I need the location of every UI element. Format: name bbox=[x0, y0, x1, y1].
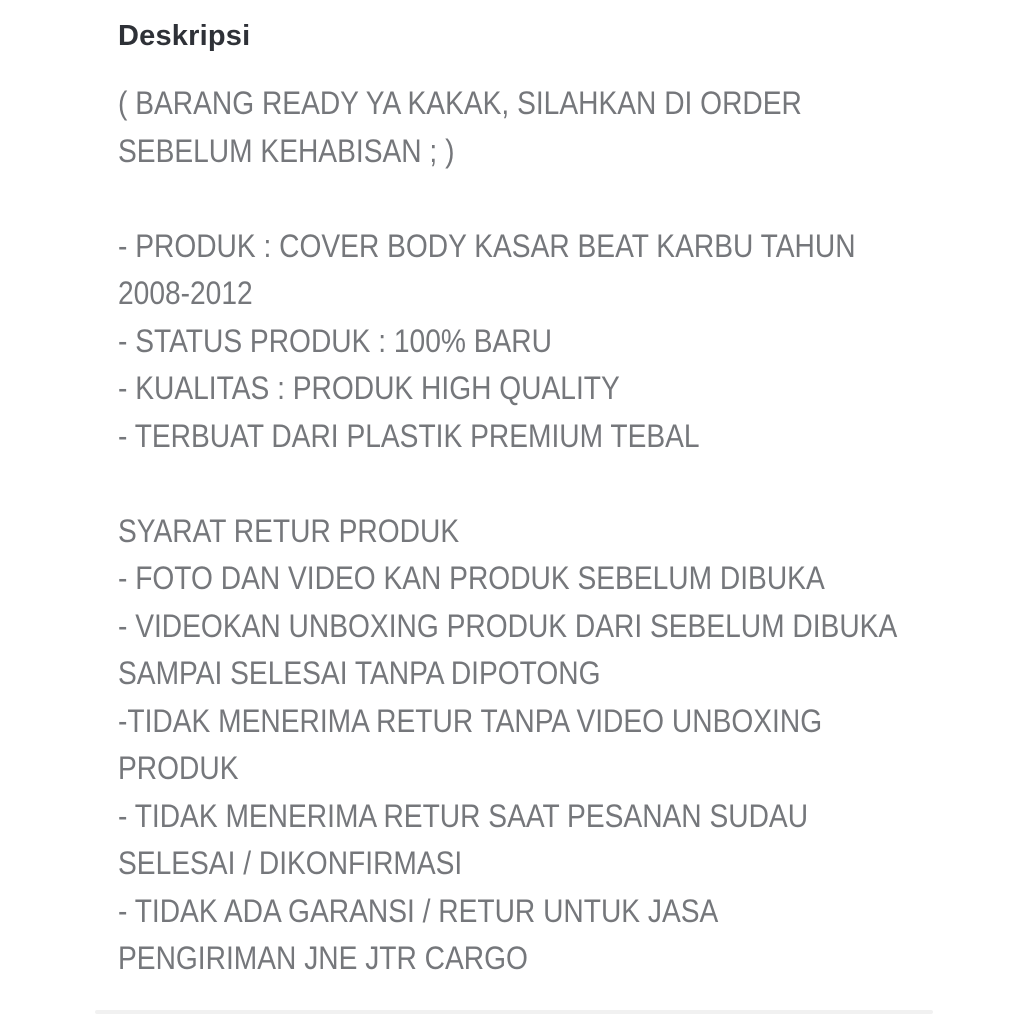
description-line: - VIDEOKAN UNBOXING PRODUK DARI SEBELUM DIBUKA bbox=[118, 607, 898, 644]
description-line: - TERBUAT DARI PLASTIK PREMIUM TEBAL bbox=[118, 417, 700, 454]
description-section bbox=[118, 0, 964, 983]
section-divider bbox=[95, 1010, 933, 1014]
description-paragraph bbox=[118, 223, 964, 461]
description-line: - PRODUK : COVER BODY KASAR BEAT KARBU TAHUN bbox=[118, 227, 856, 264]
description-line: SAMPAI SELESAI TANPA DIPOTONG bbox=[118, 655, 601, 691]
description-line: SELESAI / DIKONFIRMASI bbox=[118, 845, 463, 881]
description-line: - FOTO DAN VIDEO KAN PRODUK SEBELUM DIBUKA bbox=[118, 560, 825, 596]
description-line: ( BARANG READY YA KAKAK, SILAHKAN DI ORDER bbox=[118, 85, 802, 121]
description-line: - KUALITAS : PRODUK HIGH QUALITY bbox=[118, 370, 620, 406]
description-section-title: Deskripsi bbox=[118, 20, 251, 52]
description-line: - TIDAK MENERIMA RETUR SAAT PESANAN SUDAU bbox=[118, 797, 809, 834]
description-paragraph bbox=[118, 80, 964, 175]
description-line: SYARAT RETUR PRODUK bbox=[118, 512, 460, 549]
description-line: SEBELUM KEHABISAN ; ) bbox=[118, 132, 455, 169]
description-line: 2008-2012 bbox=[118, 275, 253, 311]
description-line: - STATUS PRODUK : 100% BARU bbox=[118, 322, 552, 359]
description-line: -TIDAK MENERIMA RETUR TANPA VIDEO UNBOXING bbox=[118, 702, 823, 739]
description-body bbox=[118, 80, 964, 983]
description-line: PRODUK bbox=[118, 750, 239, 786]
description-paragraph bbox=[118, 508, 964, 983]
description-line: PENGIRIMAN JNE JTR CARGO bbox=[118, 940, 528, 976]
description-line: - TIDAK ADA GARANSI / RETUR UNTUK JASA bbox=[118, 892, 719, 929]
